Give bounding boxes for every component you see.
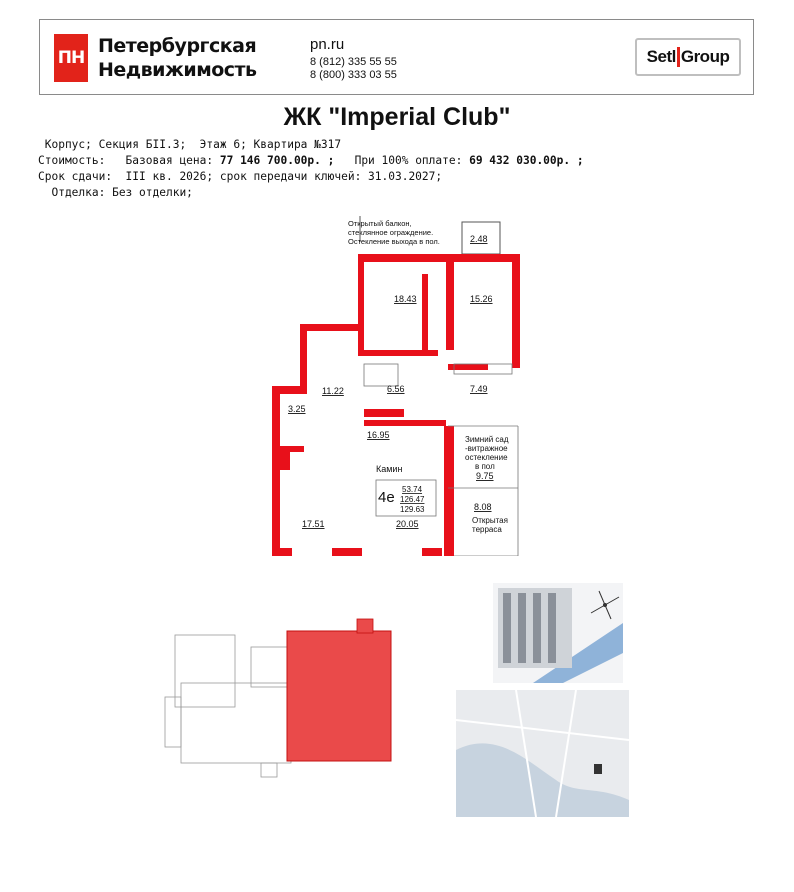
area-room-17: 17.51 (302, 519, 325, 529)
terrace-label-2: терраса (472, 525, 502, 534)
setl-group-logo: Setl Group (635, 38, 741, 76)
location-line: Корпус; Секция БII.3; Этаж 6; Квартира №317 (38, 138, 342, 151)
apartment-details: Корпус; Секция БII.3; Этаж 6; Квартира №317 Стоимость: Базовая цена: 77 146 700.00р. ; При 100% оплате: 69 432 030.00р. ; Срок сдачи: III кв. 2026; срок передачи ключей: 31.03.2027; Отделка: Без отделки; (38, 138, 584, 199)
base-price: 77 146 700.00р. ; (219, 154, 335, 167)
area-balcony: 2.48 (470, 234, 488, 244)
fireplace-label: Камин (376, 464, 403, 474)
area-room-15: 15.26 (470, 294, 493, 304)
pn-logo-icon: ПН (54, 34, 88, 82)
compass-icon (585, 585, 625, 625)
area-room-11: 11.22 (322, 386, 344, 396)
area-full: 129.63 (400, 505, 425, 514)
location-pin-icon (594, 764, 602, 774)
garden-label-3: остекление (465, 453, 508, 462)
selected-apartment (287, 631, 391, 761)
location-map-thumbnail (456, 690, 629, 817)
floor-plan (272, 214, 520, 556)
garden-label-2: -витражное (465, 444, 508, 453)
area-bath-7: 7.49 (470, 384, 488, 394)
full-payment-price: 69 432 030.00р. ; (469, 154, 584, 167)
brand-name (98, 34, 257, 82)
brand-line-1: Петербургская (98, 35, 257, 57)
floor-keyplan (161, 597, 401, 782)
brand-line-2: Недвижимость (98, 59, 257, 81)
logo-divider (677, 47, 680, 67)
selected-balcony (357, 619, 373, 633)
area-bath-6: 6.56 (387, 384, 405, 394)
phone-2: 8 (800) 333 03 55 (310, 69, 397, 81)
apartment-type: 4е (378, 489, 395, 506)
garden-label-4: в пол (475, 462, 495, 471)
site-link[interactable]: pn.ru (310, 36, 345, 53)
area-wc-3: 3.25 (288, 404, 306, 414)
area-living: 53.74 (402, 485, 423, 494)
area-room-18: 18.43 (394, 294, 417, 304)
phone-1: 8 (812) 335 55 55 (310, 56, 397, 68)
area-room-20: 20.05 (396, 519, 419, 529)
header-banner (39, 19, 754, 95)
area-hall: 16.95 (367, 430, 390, 440)
area-terrace: 8.08 (474, 502, 492, 512)
area-total: 126.47 (400, 495, 425, 504)
area-garden: 9.75 (476, 471, 494, 481)
balcony-note-2: стеклянное ограждение. (348, 228, 434, 237)
balcony-note-1: Открытый балкон, (348, 219, 412, 228)
deadline-line: Срок сдачи: III кв. 2026; срок передачи ключей: 31.03.2027; (38, 170, 443, 183)
page-title: ЖК "Imperial Club" (283, 103, 511, 131)
garden-label-1: Зимний сад (465, 435, 509, 444)
finish-line: Отделка: Без отделки; (38, 186, 193, 199)
contacts (310, 36, 397, 82)
balcony-note-3: Остекление выхода в пол. (348, 237, 440, 246)
terrace-label-1: Открытая (472, 516, 508, 525)
